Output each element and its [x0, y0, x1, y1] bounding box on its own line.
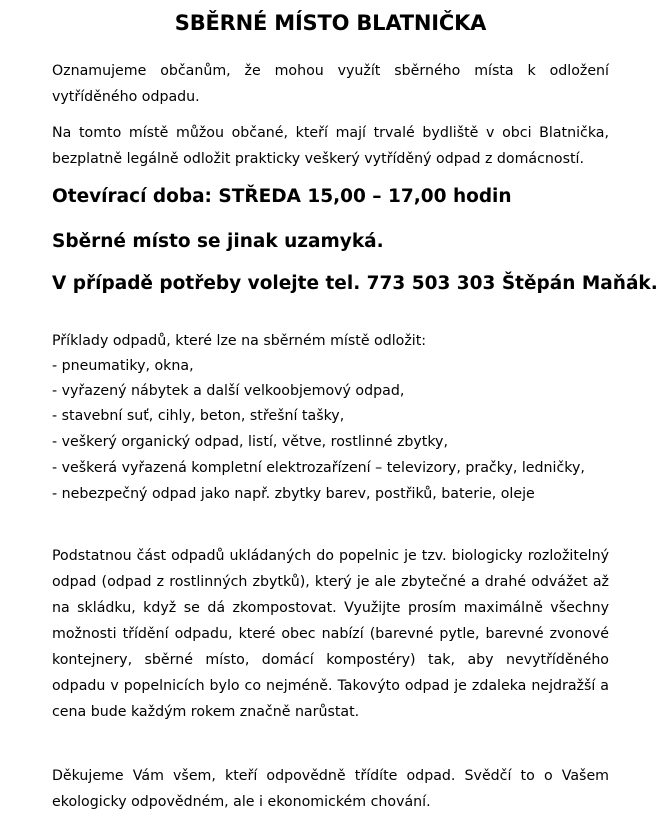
- page-title: SBĚRNÉ MÍSTO BLATNIČKA: [174, 11, 487, 35]
- list-item: - stavební suť, cihly, beton, střešní tašky,: [52, 408, 345, 424]
- compost-paragraph: Podstatnou část odpadů ukládaných do popelnic je tzv. biologicky rozložitelný odpad (odpad z rostlinných zbytků), který je ale zbytečné a drahé odvážet až na skládku, když se dá zkompostovat. Využijte prosím maximálně všechny možnosti třídění odpadu, které obec nabízí (barevné pytle, barevné zvonové kontejnery, sběrné místo, domácí kompostéry) tak, aby nevytříděného odpadu v popelnicích bylo co nejméně. Takovýto odpad je zdaleka nejdražší a cena bude každým rokem značně narůstat.: [52, 548, 609, 720]
- opening-hours: Otevírací doba: STŘEDA 15,00 – 17,00 hodin: [52, 186, 512, 207]
- list-item: - pneumatiky, okna,: [52, 358, 194, 374]
- examples-heading: Příklady odpadů, které lze na sběrném místě odložit:: [52, 333, 427, 349]
- intro-paragraph: Oznamujeme občanům, že mohou využít sběrného místa k odložení vytříděného odpadu.: [52, 63, 609, 105]
- list-item: - veškerý organický odpad, listí, větve, rostlinné zbytky,: [52, 434, 448, 450]
- thanks-paragraph: Děkujeme Vám všem, kteří odpovědně třídíte odpad. Svědčí to o Vašem ekologicky odpovědném, ale i ekonomickém chování.: [52, 768, 609, 810]
- residents-paragraph: Na tomto místě můžou občané, kteří mají trvalé bydliště v obci Blatnička, bezplatně legálně odložit prakticky veškerý vytříděný odpad z domácností.: [52, 125, 609, 167]
- list-item: - vyřazený nábytek a další velkoobjemový odpad,: [52, 383, 405, 399]
- contact-line: V případě potřeby volejte tel. 773 503 303 Štěpán Maňák.: [52, 273, 658, 294]
- list-item: - nebezpečný odpad jako např. zbytky barev, postřiků, baterie, oleje: [52, 486, 535, 502]
- locked-notice: Sběrné místo se jinak uzamyká.: [52, 231, 384, 252]
- list-item: - veškerá vyřazená kompletní elektrozařízení – televizory, pračky, ledničky,: [52, 460, 585, 476]
